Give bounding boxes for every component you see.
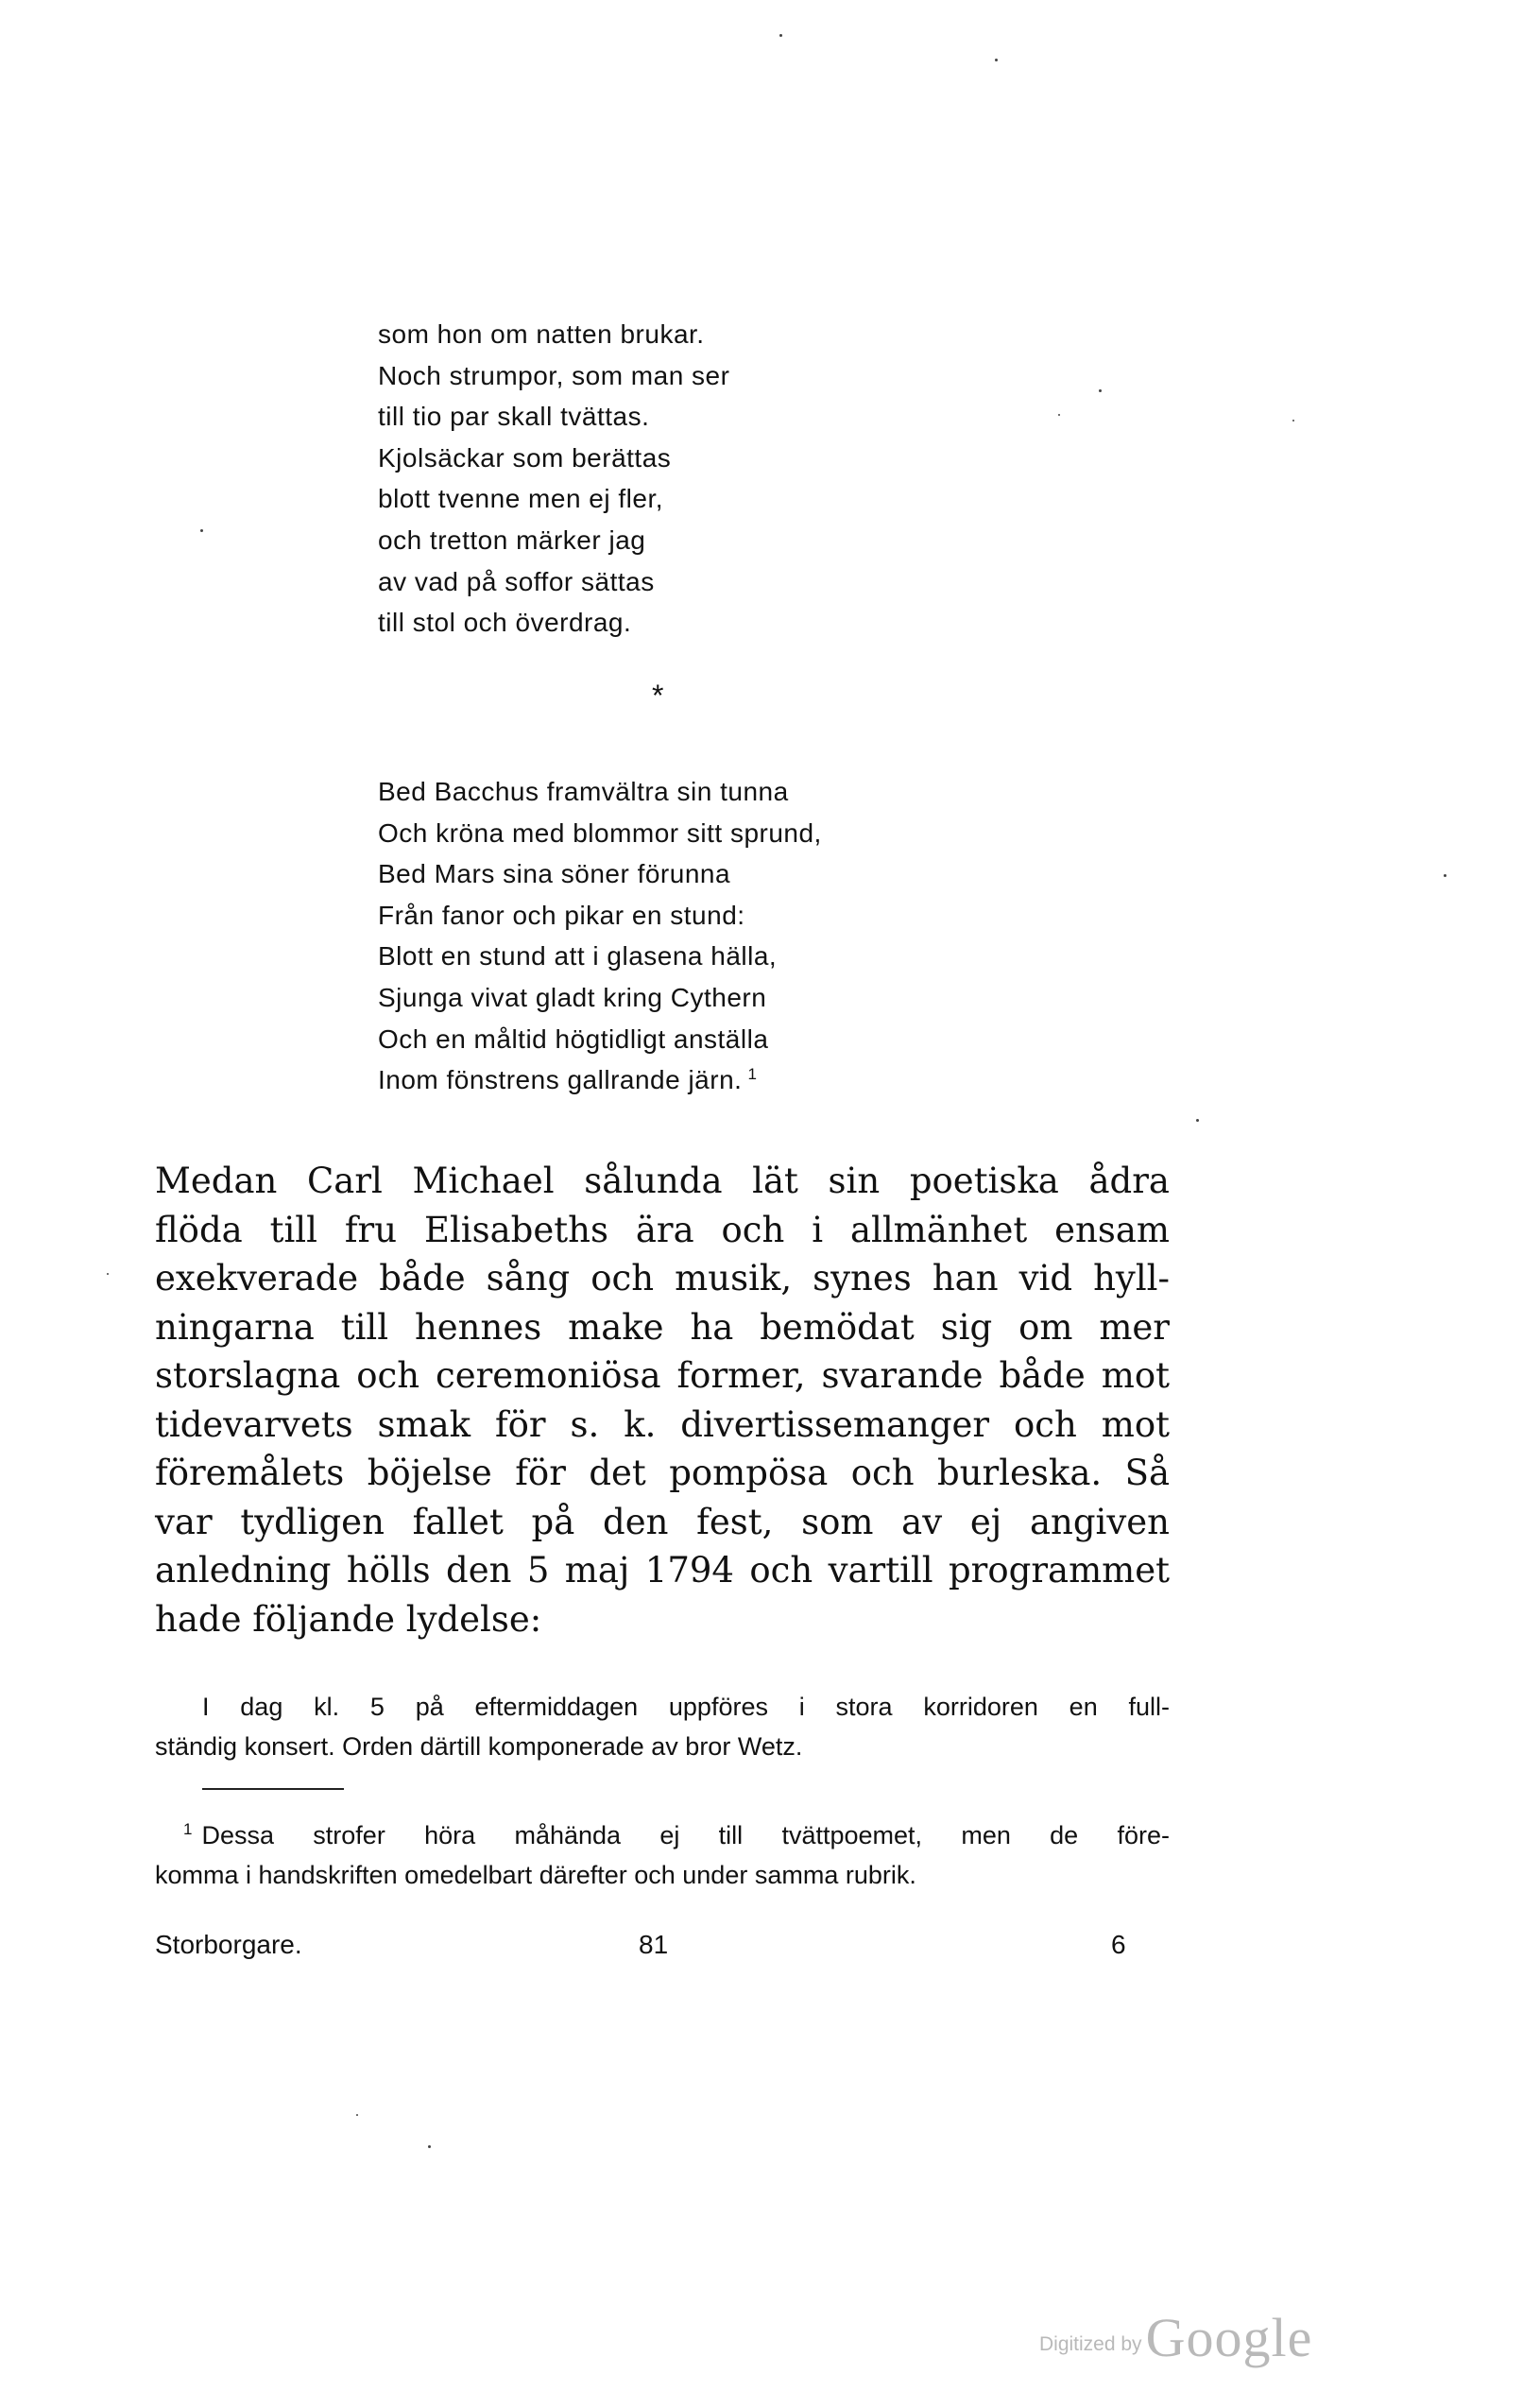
footnote-text: Dessa strofer höra måhända ej till tvättpoemet, men de före- — [201, 1821, 1170, 1849]
body-paragraph — [155, 1157, 1170, 1643]
gathering-number: 6 — [1111, 1930, 1126, 1959]
section-separator: * — [652, 679, 664, 713]
digitized-watermark — [1039, 2306, 1312, 2369]
paragraph-line: anledning hölls den 5 maj 1794 och vartill programmet — [155, 1550, 1170, 1591]
scan-speck — [200, 529, 203, 532]
scan-speck — [1292, 420, 1294, 421]
footnote-reference: 1 — [747, 1064, 758, 1083]
scan-speck — [107, 1273, 109, 1275]
scan-speck — [1058, 414, 1060, 416]
footnote — [155, 1815, 1170, 1895]
verse-line: Sjunga vivat gladt kring Cythern — [378, 982, 767, 1012]
page-number: 81 — [639, 1930, 669, 1959]
quote-line: I dag kl. 5 på eftermiddagen uppföres i stora korridoren en full- — [202, 1693, 1170, 1721]
watermark-prefix: Digitized by — [1039, 2333, 1142, 2355]
scan-speck — [1444, 874, 1446, 877]
paragraph-line: ningarna till hennes make ha bemödat sig om mer — [155, 1306, 1170, 1348]
quote-line: ständig konsert. Orden därtill komponerade av bror Wetz. — [155, 1732, 803, 1761]
verse-line: blott tvenne men ej fler, — [378, 484, 664, 514]
verse-line: till stol och överdrag. — [378, 608, 632, 638]
verse-stanza-second — [378, 771, 822, 1101]
google-logo: Google — [1145, 2307, 1313, 2368]
verse-line: Kjolsäckar som berättas — [378, 442, 672, 473]
verse-line: Noch strumpor, som man ser — [378, 360, 730, 390]
footnote-divider — [202, 1788, 344, 1790]
verse-line: Och kröna med blommor sitt sprund, — [378, 817, 822, 848]
verse-line: av vad på soffor sättas — [378, 566, 655, 596]
verse-line: Bed Mars sina söner förunna — [378, 859, 731, 889]
scan-speck — [779, 34, 782, 37]
footnote-marker: 1 — [183, 1820, 193, 1838]
footnote-line: komma i handskriften omedelbart därefter och under samma rubrik. — [155, 1861, 916, 1889]
paragraph-line: var tydligen fallet på den fest, som av ej angiven — [155, 1501, 1170, 1542]
paragraph-line: exekverade både sång och musik, synes han vid hyll- — [155, 1258, 1170, 1299]
footnote-line — [155, 1815, 1170, 1855]
verse-stanza-top — [378, 314, 729, 644]
scan-speck — [995, 59, 998, 61]
signature-mark: Storborgare. — [155, 1930, 302, 1959]
paragraph-line: Medan Carl Michael sålunda lät sin poetiska ådra — [155, 1161, 1170, 1201]
scan-speck — [1099, 389, 1102, 392]
paragraph-line: tidevarvets smak för s. k. divertissemanger och mot — [155, 1403, 1170, 1445]
verse-line: Blott en stund att i glasena hälla, — [378, 941, 778, 972]
verse-line: som hon om natten brukar. — [378, 319, 705, 349]
paragraph-line: hade följande lydelse: — [155, 1598, 542, 1640]
scan-speck — [428, 2145, 431, 2148]
verse-line: Och en måltid högtidligt anställa — [378, 1023, 769, 1054]
paragraph-line: storslagna och ceremoniösa former, svarande både mot — [155, 1355, 1170, 1396]
verse-line-text: Inom fönstrens gallrande järn. — [378, 1065, 743, 1095]
verse-line: och tretton märker jag — [378, 525, 646, 555]
scan-speck — [1196, 1119, 1199, 1122]
paragraph-line: flöda till fru Elisabeths ära och i allmänhet ensam — [155, 1209, 1170, 1250]
verse-line: Från fanor och pikar en stund: — [378, 900, 745, 930]
paragraph-line: föremålets böjelse för det pompösa och burleska. Så — [155, 1453, 1170, 1493]
verse-line: Bed Bacchus framvältra sin tunna — [378, 777, 789, 806]
program-quote — [155, 1687, 1170, 1766]
scan-speck — [356, 2114, 358, 2116]
verse-line-last — [378, 1059, 822, 1101]
verse-line: till tio par skall tvättas. — [378, 402, 650, 432]
